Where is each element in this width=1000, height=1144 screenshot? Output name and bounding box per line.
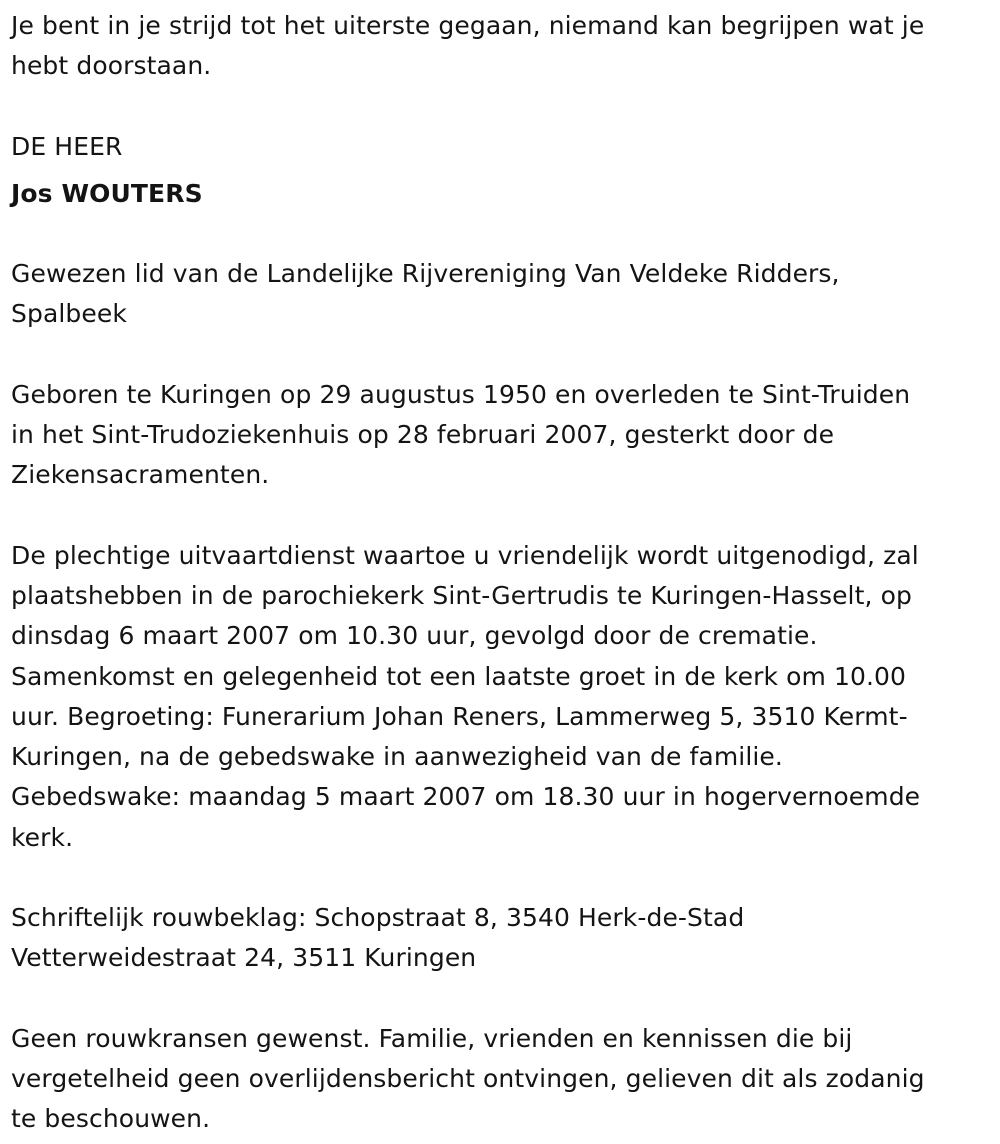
birth-death-paragraph: Geboren te Kuringen op 29 augustus 1950 en overleden te Sint-Truiden in het Sint-Trudoziekenhuis op 28 februari 2007, gesterkt door de Ziekensacramenten. bbox=[11, 379, 911, 490]
deceased-name: Jos WOUTERS bbox=[11, 178, 203, 208]
spacer bbox=[11, 858, 991, 898]
condolence-addresses: Schriftelijk rouwbeklag: Schopstraat 8, 3540 Herk-de-Stad Vetterweidestraat 24, 3511 Kuringen bbox=[11, 903, 745, 973]
opening-quote: Je bent in je strijd tot het uiterste gegaan, niemand kan begrijpen wat je hebt doorstaan. bbox=[11, 11, 925, 81]
salutation: DE HEER bbox=[11, 131, 123, 161]
membership-paragraph: Gewezen lid van de Landelijke Rijvereniging Van Veldeke Ridders, Spalbeek bbox=[11, 259, 840, 329]
spacer bbox=[11, 979, 991, 1019]
obituary-document bbox=[11, 6, 991, 1140]
spacer bbox=[11, 214, 991, 254]
spacer bbox=[11, 335, 991, 375]
closing-paragraph: Geen rouwkransen gewenst. Familie, vrienden en kennissen die bij vergetelheid geen overlijdensbericht ontvingen, gelieven dit als zodanig te beschouwen. bbox=[11, 1023, 925, 1134]
spacer bbox=[11, 167, 991, 174]
spacer bbox=[11, 87, 991, 127]
funeral-paragraph: De plechtige uitvaartdienst waartoe u vriendelijk wordt uitgenodigd, zal plaatshebben in de parochiekerk Sint-Gertrudis te Kuringen-Hasselt, op dinsdag 6 maart 2007 om 10.30 uur, gevolgd door de crematie. Samenkomst en gelegenheid tot een laatste groet in de kerk om 10.00 uur. Begroeting: Funerarium Johan Reners, Lammerweg 5, 3510 Kermt- Kuringen, na de gebedswake in aanwezigheid van de familie. Gebedswake: maandag 5 maart 2007 om 18.30 uur in hogervernoemde kerk. bbox=[11, 540, 921, 852]
spacer bbox=[11, 496, 991, 536]
